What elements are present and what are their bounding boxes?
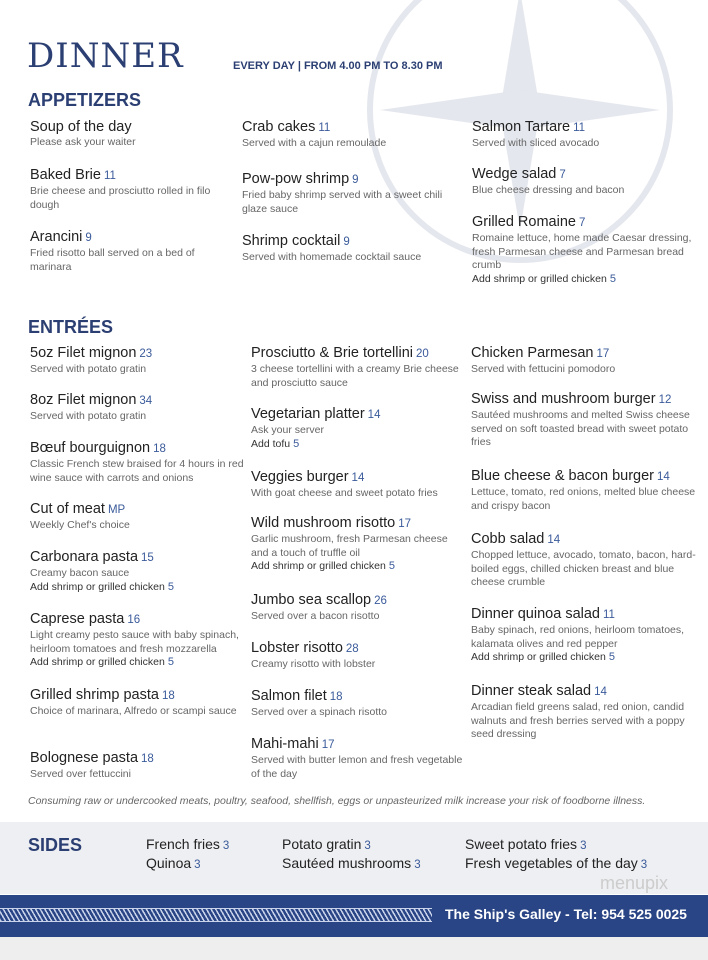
- side-price: 3: [414, 859, 421, 871]
- side-name: Fresh vegetables of the day: [465, 855, 638, 871]
- item-price: 18: [161, 690, 175, 702]
- addon-label: Add shrimp or grilled chicken: [30, 580, 165, 593]
- item-price: 11: [103, 170, 116, 182]
- item-name-line: [471, 345, 701, 363]
- addon-label: Add shrimp or grilled chicken: [471, 651, 606, 663]
- item-description: Lettuce, tomato, red onions, melted blue cheese and crispy bacon: [471, 486, 696, 512]
- item-name-line: [30, 229, 235, 247]
- side-item: [146, 855, 201, 873]
- menu-item: [471, 391, 701, 450]
- item-name: Cut of meat: [30, 501, 105, 517]
- item-name: Salmon Tartare: [472, 119, 571, 135]
- item-price: 18: [153, 443, 166, 455]
- item-addon: [30, 656, 245, 670]
- menu-item: [251, 515, 463, 574]
- appetizers-heading: APPETIZERS: [28, 90, 142, 110]
- item-name-line: [30, 392, 245, 410]
- item-price: 12: [658, 394, 672, 406]
- side-name: Sautéed mushrooms: [282, 855, 412, 871]
- menu-item: [251, 592, 463, 624]
- item-price: 20: [415, 348, 429, 360]
- item-price: 28: [345, 643, 359, 655]
- item-name-line: [30, 167, 235, 185]
- item-name: Lobster risotto: [251, 640, 343, 656]
- item-addon: [251, 438, 463, 452]
- item-price: 11: [573, 122, 586, 134]
- page-title: DINNER: [27, 36, 184, 76]
- addon-price: 5: [388, 560, 395, 572]
- addon-price: 5: [167, 656, 174, 668]
- item-description: Please ask your waiter: [30, 136, 136, 148]
- side-name: Potato gratin: [282, 836, 362, 852]
- item-price: 7: [578, 217, 586, 229]
- item-name: Dinner steak salad: [471, 683, 592, 699]
- item-description: Creamy risotto with lobster: [251, 658, 376, 670]
- item-description: Served with potato gratin: [30, 363, 147, 375]
- menu-item: [251, 406, 463, 451]
- item-price: 9: [352, 174, 359, 186]
- item-name-line: [30, 750, 245, 768]
- item-description: Served with sliced avocado: [472, 137, 600, 149]
- item-description: 3 cheese tortellini with a creamy Brie cheese and prosciutto sauce: [251, 363, 459, 389]
- item-name: Baked Brie: [30, 167, 101, 183]
- item-price: 26: [374, 595, 387, 607]
- item-price: 7: [559, 169, 566, 181]
- side-item: [282, 836, 371, 854]
- item-name: Pow-pow shrimp: [242, 171, 350, 187]
- menu-item: [242, 233, 457, 265]
- footer-contact: The Ship's Galley - Tel: 954 525 0025: [445, 906, 687, 922]
- item-price: 11: [318, 122, 331, 134]
- item-name-line: [471, 391, 701, 409]
- sides-heading: SIDES: [28, 835, 83, 855]
- item-name: Arancini: [30, 229, 83, 245]
- item-price: 9: [343, 236, 350, 248]
- item-name: Wild mushroom risotto: [251, 515, 396, 531]
- item-description: Served with fettucini pomodoro: [471, 363, 616, 375]
- menu-item: [30, 611, 245, 670]
- item-name: Dinner quinoa salad: [471, 606, 600, 622]
- item-description: Classic French stew braised for 4 hours in red wine sauce with carrots and onions: [30, 458, 244, 484]
- item-description: Sautéed mushrooms and melted Swiss cheese served on soft toasted bread with sweet potato fries: [471, 409, 690, 448]
- item-name: Caprese pasta: [30, 611, 125, 627]
- item-name-line: [251, 469, 463, 487]
- item-name-line: [251, 640, 463, 658]
- item-name: Chicken Parmesan: [471, 345, 594, 361]
- item-description: Choice of marinara, Alfredo or scampi sauce: [30, 705, 237, 717]
- item-name-line: [251, 406, 463, 424]
- item-name-line: [242, 171, 457, 189]
- addon-price: 5: [608, 651, 615, 663]
- menu-item: [251, 469, 463, 501]
- item-name-line: [251, 688, 463, 706]
- item-description: Served over fettuccini: [30, 768, 131, 780]
- item-description: Baby spinach, red onions, heirloom tomatoes, kalamata olives and red pepper: [471, 624, 685, 650]
- bottom-margin: [0, 937, 708, 960]
- item-description: Served with potato gratin: [30, 410, 147, 422]
- side-price: 3: [580, 840, 587, 852]
- item-price: MP: [107, 504, 126, 516]
- item-name: Carbonara pasta: [30, 549, 139, 565]
- item-price: 14: [547, 534, 561, 546]
- item-price: 17: [398, 518, 412, 530]
- item-description: With goat cheese and sweet potato fries: [251, 487, 438, 499]
- item-name-line: [30, 345, 245, 363]
- side-name: Quinoa: [146, 855, 192, 871]
- menu-item: [30, 229, 235, 274]
- item-description: Ask your server: [251, 424, 324, 436]
- item-name-line: [471, 606, 701, 624]
- item-name-line: [251, 515, 463, 533]
- item-name-line: [251, 592, 463, 610]
- side-price: 3: [194, 859, 201, 871]
- item-description: Arcadian field greens salad, red onion, candid walnuts and fresh berries served with a poppy seed dressing: [471, 701, 685, 740]
- item-name: Jumbo sea scallop: [251, 592, 372, 608]
- item-description: Served over a spinach risotto: [251, 706, 387, 718]
- item-name: Cobb salad: [471, 531, 545, 547]
- item-name-line: [30, 687, 245, 705]
- hours-text: EVERY DAY | FROM 4.00 PM TO 8.30 PM: [233, 60, 443, 72]
- item-price: 14: [657, 471, 670, 483]
- item-name: Veggies burger: [251, 469, 349, 485]
- side-price: 3: [640, 859, 648, 871]
- item-price: 14: [351, 472, 365, 484]
- item-name: Crab cakes: [242, 119, 316, 135]
- item-name-line: [30, 611, 245, 629]
- item-name-line: [30, 119, 235, 136]
- item-addon: [472, 273, 702, 287]
- menu-item: [471, 468, 701, 513]
- item-name: Mahi-mahi: [251, 736, 319, 752]
- item-name: Bœuf bourguignon: [30, 440, 151, 456]
- menu-item: [30, 501, 245, 533]
- item-name: Blue cheese & bacon burger: [471, 468, 654, 484]
- menu-item: [30, 750, 245, 782]
- item-name: Vegetarian platter: [251, 406, 365, 422]
- item-name-line: [30, 501, 245, 519]
- item-price: 15: [141, 552, 154, 564]
- item-price: 14: [367, 409, 381, 421]
- item-description: Romaine lettuce, home made Caesar dressing, fresh Parmesan cheese and Parmesan bread crumb: [472, 232, 692, 271]
- menu-item: [30, 392, 245, 424]
- item-name-line: [472, 119, 702, 137]
- entrees-heading: ENTRÉES: [28, 317, 114, 337]
- addon-label: Add shrimp or grilled chicken: [472, 272, 607, 285]
- menu-item: [472, 119, 702, 151]
- menu-item: [472, 166, 702, 198]
- item-price: 17: [321, 739, 335, 751]
- item-name-line: [242, 119, 457, 137]
- item-description: Blue cheese dressing and bacon: [472, 184, 625, 196]
- item-price: 16: [127, 614, 141, 626]
- item-name-line: [471, 683, 701, 701]
- item-price: 18: [329, 691, 343, 703]
- item-description: Served over a bacon risotto: [251, 610, 380, 622]
- menu-item: [30, 440, 245, 485]
- menu-item: [30, 119, 235, 150]
- addon-label: Add tofu: [251, 437, 291, 450]
- item-description: Weekly Chef's choice: [30, 519, 130, 531]
- menu-item: [30, 167, 235, 212]
- item-name: Wedge salad: [472, 166, 557, 182]
- item-addon: [251, 560, 463, 574]
- side-item: [465, 836, 586, 854]
- side-item: [282, 855, 421, 873]
- item-addon: [30, 581, 245, 595]
- item-name: Grilled shrimp pasta: [30, 687, 159, 703]
- addon-label: Add shrimp or grilled chicken: [251, 560, 386, 572]
- item-name: Prosciutto & Brie tortellini: [251, 345, 413, 361]
- item-name: 5oz Filet mignon: [30, 345, 137, 361]
- item-name-line: [472, 214, 702, 232]
- item-description: Served with butter lemon and fresh vegetable of the day: [251, 754, 463, 780]
- menu-item: [471, 606, 701, 665]
- item-description: Fried baby shrimp served with a sweet chili glaze sauce: [242, 189, 443, 215]
- item-name: Swiss and mushroom burger: [471, 391, 656, 407]
- addon-price: 5: [293, 437, 300, 450]
- rope-stripe: [0, 908, 432, 922]
- menu-item: [472, 214, 702, 286]
- item-description: Garlic mushroom, fresh Parmesan cheese and a touch of truffle oil: [251, 533, 448, 559]
- menu-item: [242, 119, 457, 151]
- item-price: 11: [602, 609, 615, 621]
- item-name-line: [471, 468, 701, 486]
- menu-item: [242, 171, 457, 216]
- addon-price: 5: [609, 272, 616, 285]
- side-item: [465, 855, 647, 873]
- menu-item: [251, 688, 463, 720]
- item-name-line: [30, 549, 245, 567]
- item-name-line: [242, 233, 457, 251]
- item-name-line: [30, 440, 245, 458]
- item-description: Chopped lettuce, avocado, tomato, bacon, hard-boiled eggs, chilled chicken breast and blue cheese crumble: [471, 549, 696, 588]
- menu-item: [471, 683, 701, 742]
- item-price: 18: [141, 753, 154, 765]
- item-name-line: [471, 531, 701, 549]
- item-name-line: [251, 345, 463, 363]
- item-name: Shrimp cocktail: [242, 233, 341, 249]
- side-item: [146, 836, 229, 854]
- item-description: Served with a cajun remoulade: [242, 137, 387, 149]
- side-name: French fries: [146, 836, 220, 852]
- menu-item: [471, 345, 701, 377]
- menu-item: [30, 687, 245, 719]
- side-name: Sweet potato fries: [465, 836, 578, 852]
- item-description: Brie cheese and prosciutto rolled in filo dough: [30, 185, 211, 211]
- item-price: 9: [85, 232, 92, 244]
- addon-label: Add shrimp or grilled chicken: [30, 656, 165, 668]
- item-name-line: [472, 166, 702, 184]
- watermark: menupix: [600, 873, 669, 893]
- item-price: 17: [596, 348, 610, 360]
- addon-price: 5: [167, 580, 174, 593]
- item-description: Light creamy pesto sauce with baby spinach, heirloom tomatoes and fresh mozzarella: [30, 629, 239, 655]
- menu-item: [251, 345, 463, 390]
- item-price: 14: [594, 686, 607, 698]
- menu-item: [30, 345, 245, 377]
- item-price: 34: [139, 395, 153, 407]
- menu-item: [471, 531, 701, 590]
- food-safety-note: Consuming raw or undercooked meats, poultry, seafood, shellfish, eggs or unpasteurized milk increase your risk of foodborne illness.: [28, 795, 646, 807]
- menu-item: [30, 549, 245, 594]
- side-price: 3: [364, 840, 371, 852]
- item-addon: [471, 651, 701, 665]
- item-description: Fried risotto ball served on a bed of marinara: [30, 247, 195, 273]
- item-description: Served with homemade cocktail sauce: [242, 251, 422, 263]
- side-price: 3: [222, 840, 230, 852]
- menu-item: [251, 640, 463, 672]
- item-name: 8oz Filet mignon: [30, 392, 137, 408]
- item-name-line: [251, 736, 463, 754]
- menu-item: [251, 736, 463, 781]
- item-description: Creamy bacon sauce: [30, 567, 130, 579]
- item-name: Soup of the day: [30, 119, 132, 135]
- item-name: Grilled Romaine: [472, 214, 576, 230]
- item-name: Bolognese pasta: [30, 750, 139, 766]
- item-name: Salmon filet: [251, 688, 327, 704]
- item-price: 23: [139, 348, 153, 360]
